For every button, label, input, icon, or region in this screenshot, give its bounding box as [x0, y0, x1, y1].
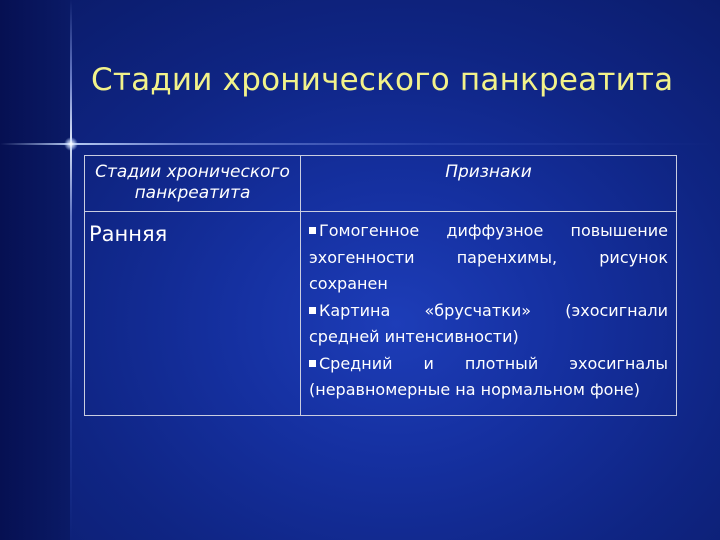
header-signs: Признаки: [301, 156, 677, 212]
decor-horizontal-line: [0, 143, 720, 145]
slide-title: Стадии хронического панкреатита: [91, 62, 674, 98]
header-stages: Стадии хронического панкреатита: [85, 156, 301, 212]
decor-vertical-line: [70, 0, 72, 540]
square-bullet-icon: [309, 307, 316, 314]
table-row: [85, 212, 677, 416]
square-bullet-icon: [309, 360, 316, 367]
sign-item: [309, 351, 668, 404]
left-decor-band: [0, 0, 70, 540]
table-header-row: [85, 156, 677, 212]
sign-text: Гомогенное диффузное повышение эхогенности паренхимы, рисунок сохранен: [309, 221, 668, 293]
sign-text: Картина «брусчатки» (эхосигнали средней интенсивности): [309, 300, 668, 346]
sign-item: [309, 298, 668, 351]
sign-text: Средний и плотный эхосигналы (неравномерные на нормальном фоне): [309, 353, 668, 399]
sign-item: [309, 218, 668, 298]
square-bullet-icon: [309, 227, 316, 234]
signs-cell: [301, 212, 677, 416]
stages-table: [84, 155, 677, 416]
decor-star-icon: [64, 137, 78, 151]
stage-name: Ранняя: [85, 212, 301, 416]
